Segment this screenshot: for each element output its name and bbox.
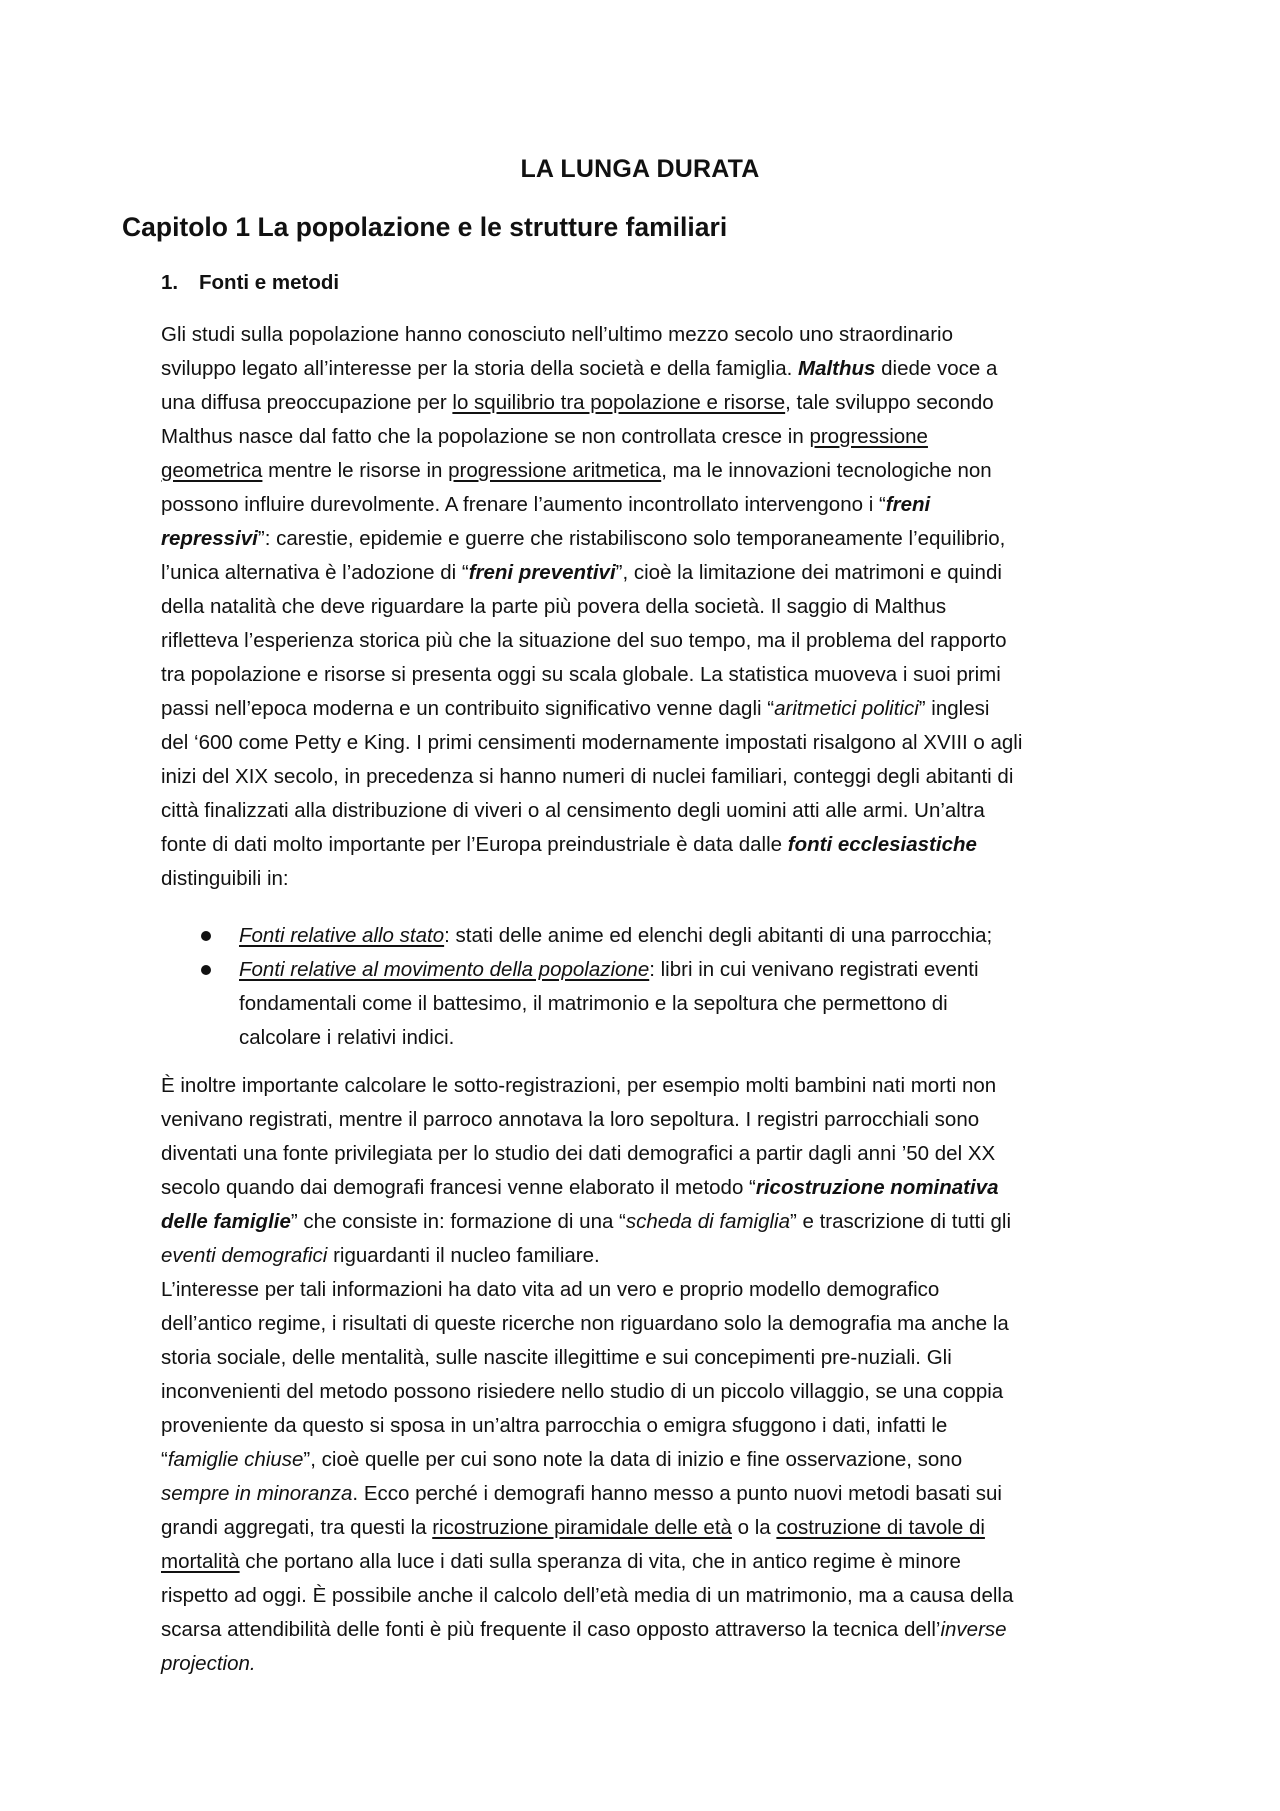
text-run: Malthus nasce dal fatto che la popolazione se non controllata cresce in (161, 425, 810, 448)
text-run: calcolare i relativi indici. (239, 1026, 455, 1049)
text-run: del ‘600 come Petty e King. I primi censimenti modernamente impostati risalgono al XVIII o agli (161, 731, 1023, 754)
text-line (161, 1205, 1161, 1239)
text-line (161, 1579, 1161, 1613)
text-line (161, 726, 1161, 760)
text-line (161, 862, 1161, 896)
text-run: secolo quando dai demografi francesi venne elaborato il metodo “ (161, 1176, 756, 1199)
text-line (161, 386, 1161, 420)
text-line (161, 658, 1161, 692)
text-run: possono influire durevolmente. A frenare l’aumento incontrollato intervengono i “ (161, 493, 886, 516)
text-line (239, 919, 1161, 953)
text-run: , tale sviluppo secondo (785, 391, 994, 414)
text-run: storia sociale, delle mentalità, sulle nascite illegittime e sui concepimenti pre-nuziali. Gli (161, 1346, 952, 1369)
bullet-icon (201, 931, 211, 941)
emphasis-term: delle famiglie (161, 1210, 291, 1233)
text-line (161, 1511, 1161, 1545)
underlined-term: progressione aritmetica (448, 459, 662, 482)
underlined-term: lo squilibrio tra popolazione e risorse (452, 391, 786, 414)
text-line (161, 794, 1161, 828)
list-item-term: Fonti relative allo stato (239, 924, 445, 947)
text-line (161, 760, 1161, 794)
text-run: ”, cioè la limitazione dei matrimoni e quindi (615, 561, 1002, 584)
emphasis-term: repressivi (161, 527, 258, 550)
text-line (161, 692, 1161, 726)
text-line (161, 454, 1161, 488)
text-line (161, 420, 1161, 454)
text-line (161, 590, 1161, 624)
text-run: dell’antico regime, i risultati di queste ricerche non riguardano solo la demografia ma anche la (161, 1312, 1009, 1335)
list-item (161, 919, 1161, 953)
italic-term: inverse (940, 1618, 1007, 1641)
emphasis-term: freni (885, 493, 931, 516)
text-run: venivano registrati, mentre il parroco annotava la loro sepoltura. I registri parrocchiali sono (161, 1108, 980, 1131)
text-run: Gli studi sulla popolazione hanno conosciuto nell’ultimo mezzo secolo uno straordinario (161, 323, 953, 346)
underlined-term: progressione (809, 425, 928, 448)
text-run: distinguibili in: (161, 867, 289, 890)
emphasis-term: freni preventivi (468, 561, 616, 584)
text-line (239, 987, 1161, 1021)
text-line (161, 1409, 1161, 1443)
italic-term: aritmetici politici (774, 697, 919, 720)
italic-term: famiglie chiuse (167, 1448, 304, 1471)
text-run: “ (161, 1448, 168, 1471)
underlined-term: costruzione di tavole di (776, 1516, 985, 1539)
section-number: 1. (161, 271, 179, 294)
list-item-term: Fonti relative al movimento della popolazione (239, 958, 650, 981)
text-run: proveniente da questo si sposa in un’altra parrocchia o emigra sfuggono i dati, infatti le (161, 1414, 948, 1437)
bullet-icon (201, 965, 211, 975)
emphasis-term: fonti ecclesiastiche (787, 833, 977, 856)
text-run: ” e trascrizione di tutti gli (789, 1210, 1012, 1233)
text-line (161, 1443, 1161, 1477)
text-run: scarsa attendibilità delle fonti è più frequente il caso opposto attraverso la tecnica dell’ (161, 1618, 941, 1641)
bullet-list (161, 919, 1161, 1055)
text-run: fondamentali come il battesimo, il matrimonio e la sepoltura che permettono di (239, 992, 948, 1015)
text-run: passi nell’epoca moderna e un contribuito significativo venne dagli “ (161, 697, 775, 720)
text-run: che portano alla luce i dati sulla speranza di vita, che in antico regime è minore (239, 1550, 961, 1573)
text-line (161, 828, 1161, 862)
text-run: fonte di dati molto importante per l’Europa preindustriale è data dalle (161, 833, 788, 856)
emphasis-term: ricostruzione nominativa (755, 1176, 999, 1199)
text-run: sviluppo legato all’interesse per la storia della società e della famiglia. (161, 357, 798, 380)
underlined-term: mortalità (161, 1550, 240, 1573)
text-line (161, 1613, 1161, 1647)
text-run: : libri in cui venivano registrati eventi (649, 958, 979, 981)
text-run: una diffusa preoccupazione per (161, 391, 453, 414)
text-run: L’interesse per tali informazioni ha dato vita ad un vero e proprio modello demografico (161, 1278, 940, 1301)
text-run: tra popolazione e risorse si presenta oggi su scala globale. La statistica muoveva i suoi primi (161, 663, 1001, 686)
text-run: grandi aggregati, tra questi la (161, 1516, 433, 1539)
italic-term: sempre in minoranza (161, 1482, 353, 1505)
text-line (161, 1477, 1161, 1511)
text-line (161, 318, 1161, 352)
section-heading (161, 271, 339, 295)
emphasis-malthus: Malthus (798, 357, 876, 380)
text-line (161, 1273, 1161, 1307)
text-run: rifletteva l’esperienza storica più che la situazione del suo tempo, ma il problema del rapporto (161, 629, 1007, 652)
text-run: l’unica alternativa è l’adozione di “ (161, 561, 469, 584)
text-line (161, 1171, 1161, 1205)
text-line (161, 1545, 1161, 1579)
text-line (161, 1341, 1161, 1375)
italic-term: scheda di famiglia (625, 1210, 790, 1233)
text-run: mentre le risorse in (262, 459, 449, 482)
text-run: ”: carestie, epidemie e guerre che ristabiliscono solo temporaneamente l’equilibrio, (257, 527, 1006, 550)
paragraph-2 (161, 1069, 1161, 1681)
italic-term: projection. (161, 1652, 256, 1675)
text-run: : stati delle anime ed elenchi degli abitanti di una parrocchia; (444, 924, 993, 947)
text-run: diventati una fonte privilegiata per lo studio dei dati demografici a partir dagli anni ’50 del XX (161, 1142, 996, 1165)
text-line (161, 522, 1161, 556)
text-run: della natalità che deve riguardare la parte più povera della società. Il saggio di Malthus (161, 595, 947, 618)
text-line (161, 556, 1161, 590)
text-run: città finalizzati alla distribuzione di viveri o al censimento degli uomini atti alle armi. Un’altra (161, 799, 985, 822)
text-run: o la (731, 1516, 777, 1539)
text-run: , ma le innovazioni tecnologiche non (661, 459, 992, 482)
paragraph-1 (161, 318, 1161, 896)
document-title: LA LUNGA DURATA (520, 155, 760, 183)
text-line (239, 953, 1161, 987)
text-run: È inoltre importante calcolare le sotto-registrazioni, per esempio molti bambini nati morti non (161, 1074, 997, 1097)
underlined-term: geometrica (161, 459, 263, 482)
text-run: ” che consiste in: formazione di una “ (290, 1210, 626, 1233)
text-run: diede voce a (875, 357, 998, 380)
text-line (239, 1021, 1161, 1055)
text-line (161, 1069, 1161, 1103)
text-line (161, 1239, 1161, 1273)
text-line (161, 352, 1161, 386)
text-run: ” inglesi (918, 697, 990, 720)
text-line (161, 1375, 1161, 1409)
text-run: inizi del XIX secolo, in precedenza si hanno numeri di nuclei familiari, conteggi degli abitanti di (161, 765, 1014, 788)
list-item (161, 953, 1161, 1055)
text-line (161, 624, 1161, 658)
section-title: Fonti e metodi (199, 271, 340, 294)
text-run: ”, cioè quelle per cui sono note la data di inizio e fine osservazione, sono (303, 1448, 963, 1471)
chapter-heading: Capitolo 1 La popolazione e le strutture familiari (122, 212, 728, 242)
text-run: riguardanti il nucleo familiare. (327, 1244, 600, 1267)
text-run: inconvenienti del metodo possono risiedere nello studio di un piccolo villaggio, se una coppia (161, 1380, 1004, 1403)
text-run: rispetto ad oggi. È possibile anche il calcolo dell’età media di un matrimonio, ma a causa della (161, 1584, 1014, 1607)
text-run: . Ecco perché i demografi hanno messo a punto nuovi metodi basati sui (352, 1482, 1002, 1505)
underlined-term: ricostruzione piramidale delle età (432, 1516, 732, 1539)
italic-term: eventi demografici (161, 1244, 328, 1267)
text-line (161, 1307, 1161, 1341)
text-line (161, 1137, 1161, 1171)
text-line (161, 488, 1161, 522)
text-line (161, 1647, 1161, 1681)
text-line (161, 1103, 1161, 1137)
